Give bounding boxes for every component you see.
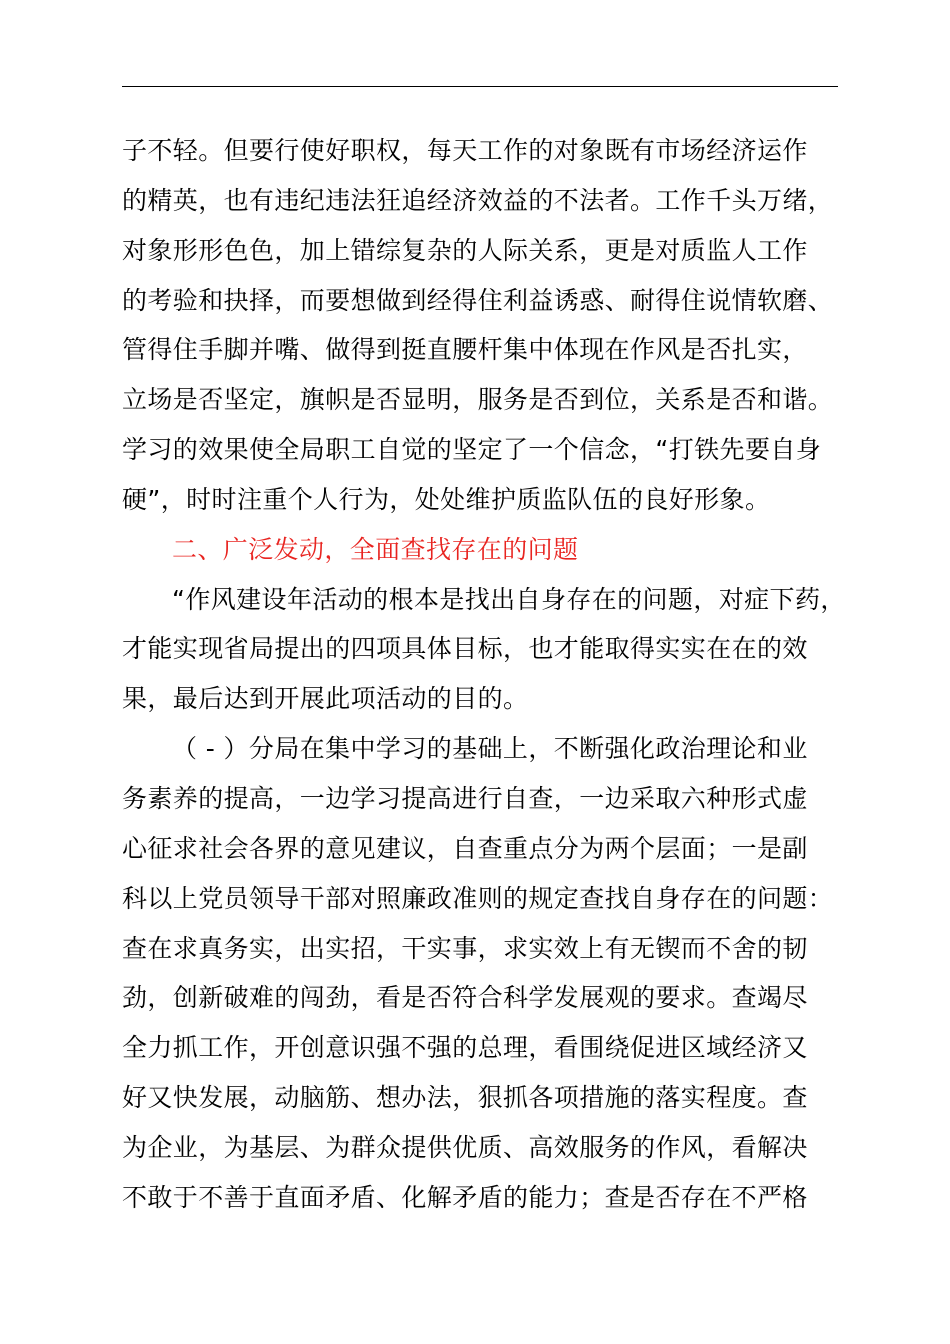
paragraph-line: 立场是否坚定，旗帜是否显明，服务是否到位，关系是否和谐。 [122,385,834,415]
paragraph-line: 务素养的提高，一边学习提高进行自查，一边采取六种形式虚 [122,783,808,813]
paragraph-line: 为企业，为基层、为群众提供优质、高效服务的作风，看解决 [122,1132,808,1162]
paragraph-line: 才能实现省局提出的四项具体目标，也才能取得实实在在的效 [122,634,808,664]
paragraph-line: 科以上党员领导干部对照廉政准则的规定查找自身存在的问题： [122,883,834,913]
paragraph-line: 硬”，时时注重个人行为，处处维护质监队伍的良好形象。 [122,484,771,514]
paragraph-line: 心征求社会各界的意见建议，自查重点分为两个层面；一是副 [122,833,808,863]
paragraph-line: 查在求真务实，出实招，干实事，求实效上有无锲而不舍的韧 [122,933,808,963]
paragraph-line: 果，最后达到开展此项活动的目的。 [122,684,529,714]
paragraph-line: 不敢于不善于直面矛盾、化解矛盾的能力；查是否存在不严格 [122,1182,808,1212]
paragraph-line: 全力抓工作，开创意识强不强的总理，看围绕促进区域经济又 [122,1033,808,1063]
paragraph-line: 对象形形色色，加上错综复杂的人际关系，更是对质监人工作 [122,235,808,265]
paragraph-line: 学习的效果使全局职工自觉的坚定了一个信念，“打铁先要自身 [122,435,822,465]
paragraph-line: 管得住手脚并嘴、做得到挺直腰杆集中体现在作风是否扎实， [122,335,808,365]
document-body [122,126,850,1223]
paragraph-line: 的精英，也有违纪违法狂追经济效益的不法者。工作千头万绪， [122,185,834,215]
paragraph-line: 子不轻。但要行使好职权，每天工作的对象既有市场经济运作 [122,136,808,165]
paragraph-line: “作风建设年活动的根本是找出自身存在的问题，对症下药， [172,584,846,614]
paragraph-line: 的考验和抉择，而要想做到经得住利益诱惑、耐得住说情软磨、 [122,285,834,315]
paragraph-line: （ - ）分局在集中学习的基础上，不断强化政治理论和业 [172,734,808,764]
paragraph-line: 好又快发展，动脑筋、想办法，狠抓各项措施的落实程度。查 [122,1083,808,1113]
header-rule [122,86,838,87]
paragraph-line: 劲，创新破难的闯劲，看是否符合科学发展观的要求。查竭尽 [122,983,808,1013]
section-heading: 二、广泛发动，全面查找存在的问题 [172,534,579,564]
